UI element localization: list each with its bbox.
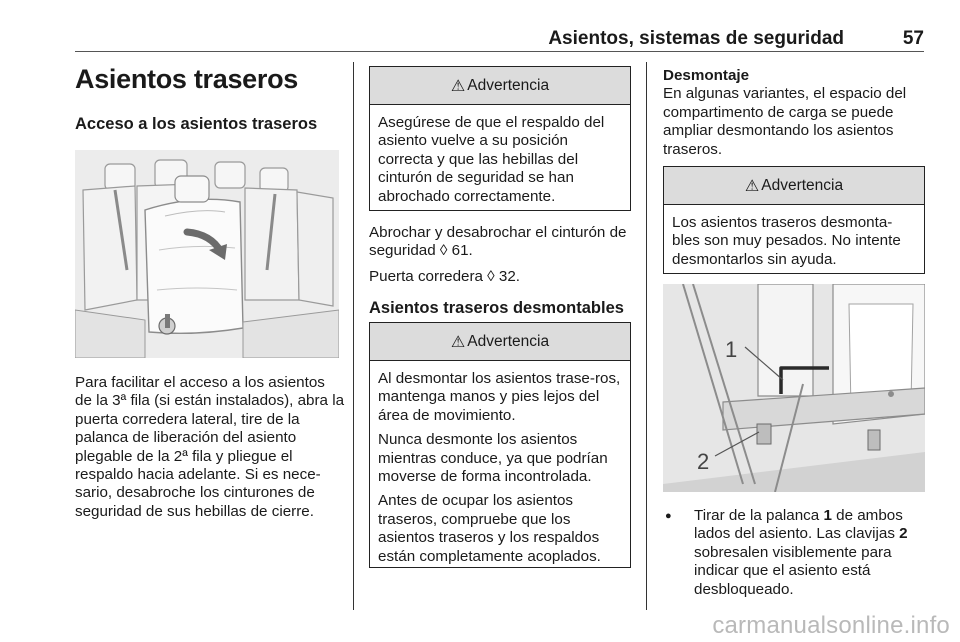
warning-text-2: Nunca desmonte los asientos mientras conduce, ya que podrían moverse de forma incontrolada. <box>378 431 608 486</box>
warning-box-3 <box>663 166 925 274</box>
warning-icon: ⚠ <box>450 77 466 95</box>
warning-header <box>370 323 630 361</box>
seat-lever-illustration <box>663 284 925 492</box>
column-divider-left <box>353 62 354 610</box>
sliding-door-paragraph: Puerta corredera ◊ 32. <box>369 267 521 285</box>
warning-text: Asegúrese de que el respaldo del asiento vuelve a su posición correcta y que las hebillas del cinturón de seguridad se han abrochado correctamente. <box>378 114 605 205</box>
warning-icon: ⚠ <box>744 177 760 195</box>
warning-body <box>370 105 630 214</box>
warning-text-3: Antes de ocupar los asientos traseros, compruebe que los asientos traseros y los respaldos están completamente acoplados. <box>378 492 601 565</box>
header-rule <box>75 51 924 52</box>
warning-text: Los asientos traseros desmonta-bles son muy pesados. No intente desmontarlos sin ayuda. <box>672 214 901 268</box>
warning-box-1 <box>369 66 631 211</box>
warning-heading: Advertencia <box>467 332 550 350</box>
bullet-item <box>665 507 927 597</box>
warning-body <box>664 205 924 277</box>
section-title: Asientos traseros <box>75 64 298 94</box>
header-title: Asientos, sistemas de seguridad <box>548 28 844 49</box>
access-paragraph: Para facilitar el acceso a los asientos de la 3ª fila (si están instalados), abra la puerta corredera lateral, tire de la palanca de liberación del asiento plegable de la 2ª fila y pliegue el respaldo hacia adelante. Si es nece-sario, desabroche los cinturones de seguridad de sus hebillas de cierre. <box>75 374 345 520</box>
rear-seats-drawing <box>75 150 339 358</box>
warning-text-1: Al desmontar los asientos trase-ros, mantenga manos y pies lejos del área de movimiento. <box>378 370 621 424</box>
column-divider-right <box>646 62 647 610</box>
seatbelt-paragraph: Abrochar y desabrochar el cinturón de seguridad ◊ 61. <box>369 224 627 260</box>
desmontaje-title: Desmontaje <box>663 67 750 84</box>
callout-2: 2 <box>697 449 710 474</box>
removable-seats-title: Asientos traseros desmontables <box>369 299 624 318</box>
bullet-text: Tirar de la palanca 1 de ambos lados del asiento. Las clavijas 2 sobresalen visiblemente para indicar que el asiento está desbloqueado. <box>694 507 908 598</box>
seat-lever-drawing <box>663 284 925 492</box>
warning-header <box>370 67 630 105</box>
warning-heading: Advertencia <box>761 176 844 194</box>
bullet-dot: ● <box>665 510 672 522</box>
callout-1: 1 <box>725 337 738 362</box>
subsection-title: Acceso a los asientos traseros <box>75 115 318 133</box>
warning-header <box>664 167 924 205</box>
page-number: 57 <box>902 28 924 49</box>
right-text <box>663 67 925 159</box>
left-text <box>75 374 345 521</box>
left-column <box>75 64 343 134</box>
warning-icon: ⚠ <box>450 333 466 351</box>
warning-heading: Advertencia <box>467 76 550 94</box>
watermark: carmanualsonline.info <box>712 612 950 639</box>
warning-box-2 <box>369 322 631 568</box>
middle-text <box>369 224 631 318</box>
warning-body <box>370 361 630 574</box>
rear-seats-illustration <box>75 150 339 358</box>
desmontaje-paragraph: En algunas variantes, el espacio del compartimento de carga se puede ampliar desmontando los asientos traseros. <box>663 85 907 158</box>
